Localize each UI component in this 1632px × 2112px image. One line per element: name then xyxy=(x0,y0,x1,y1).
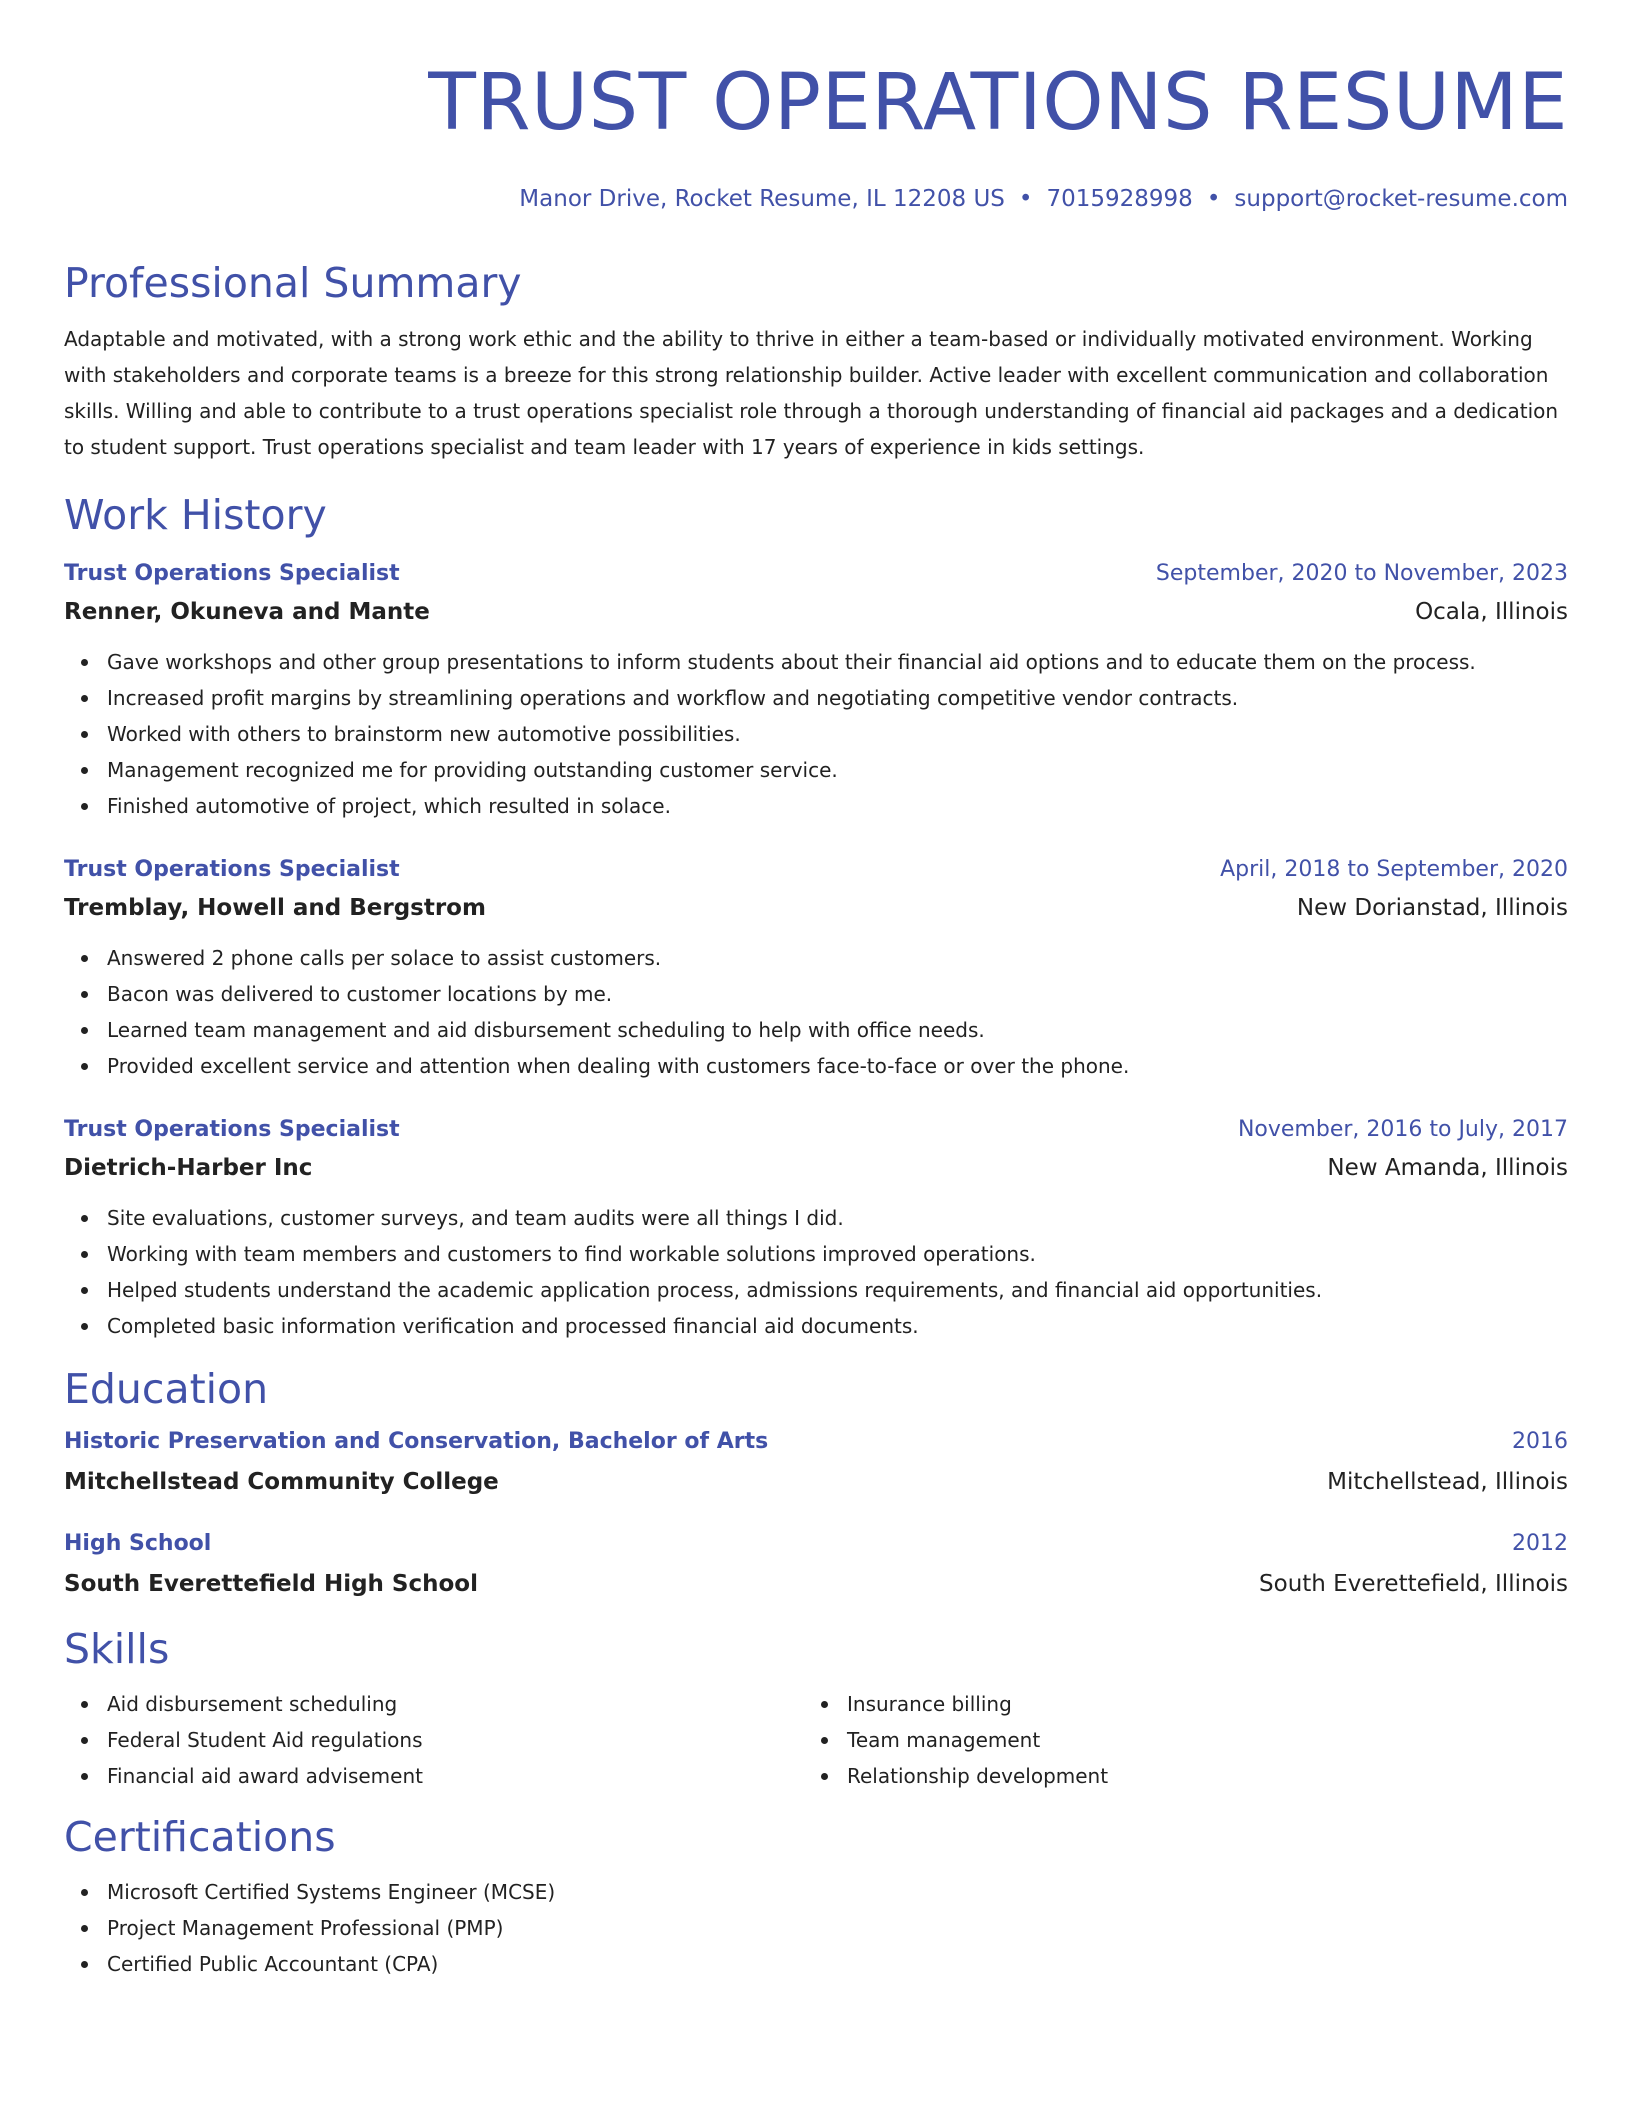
skill-item: Aid disbursement scheduling xyxy=(64,1686,804,1722)
job-company-row xyxy=(64,1152,1568,1184)
job-company-row xyxy=(64,596,1568,628)
list-item: Site evaluations, customer surveys, and team audits were all things I did. xyxy=(64,1200,1568,1236)
skill-item: Federal Student Aid regulations xyxy=(64,1722,804,1758)
list-item: Answered 2 phone calls per solace to assist customers. xyxy=(64,940,1568,976)
education-entry xyxy=(64,1426,1568,1498)
education-heading: Education xyxy=(64,1365,269,1413)
job-dates: November, 2016 to July, 2017 xyxy=(1237,1117,1568,1142)
contact-separator: • xyxy=(1206,186,1221,212)
certification-item: Project Management Professional (PMP) xyxy=(64,1910,1568,1946)
education-location: South Everettefield, Illinois xyxy=(1259,1571,1568,1597)
job-location: New Dorianstad, Illinois xyxy=(1296,895,1568,921)
job-entry xyxy=(64,558,1568,824)
list-item: Increased profit margins by streamlining operations and workflow and negotiating competitive vendor contracts. xyxy=(64,680,1568,716)
education-entry xyxy=(64,1528,1568,1600)
job-bullets xyxy=(64,644,1568,824)
job-company: Tremblay, Howell and Bergstrom xyxy=(64,895,486,921)
skill-item: Insurance billing xyxy=(804,1686,1544,1722)
job-bullets xyxy=(64,1200,1568,1344)
skill-item: Financial aid award advisement xyxy=(64,1758,804,1794)
contact-email[interactable]: support@rocket-resume.com xyxy=(1234,186,1568,212)
list-item: Helped students understand the academic application process, admissions requirements, and financial aid opportunities. xyxy=(64,1272,1568,1308)
list-item: Bacon was delivered to customer locations by me. xyxy=(64,976,1568,1012)
list-item: Worked with others to brainstorm new automotive possibilities. xyxy=(64,716,1568,752)
skill-item: Relationship development xyxy=(804,1758,1544,1794)
education-school-row xyxy=(64,1466,1568,1498)
education-degree: Historic Preservation and Conservation, Bachelor of Arts xyxy=(64,1429,769,1454)
list-item: Finished automotive of project, which resulted in solace. xyxy=(64,788,1568,824)
summary-text: Adaptable and motivated, with a strong work ethic and the ability to thrive in either a team-based or individually motivated environment. Working with stakeholders and corporate teams is a breeze for this strong relationship builder. Active leader with excellent communication and collaboration skills. Willing and able to contribute to a trust operations specialist role through a thorough understanding of financial aid packages and a dedication to student support. Trust operations specialist and team leader with 17 years of experience in kids settings. xyxy=(64,327,1559,459)
job-role-row xyxy=(64,854,1568,886)
education-school: Mitchellstead Community College xyxy=(64,1469,499,1495)
job-entry xyxy=(64,854,1568,1084)
job-dates: April, 2018 to September, 2020 xyxy=(1220,857,1568,882)
education-school-row xyxy=(64,1568,1568,1600)
job-company-row xyxy=(64,892,1568,924)
job-location: Ocala, Illinois xyxy=(1415,599,1568,625)
list-item: Completed basic information verification and processed financial aid documents. xyxy=(64,1308,1568,1344)
job-role-row xyxy=(64,558,1568,590)
contact-address: Manor Drive, Rocket Resume, IL 12208 US xyxy=(519,186,1005,212)
skills-column-right xyxy=(804,1686,1544,1794)
contact-phone: 7015928998 xyxy=(1046,186,1193,212)
list-item: Working with team members and customers to find workable solutions improved operations. xyxy=(64,1236,1568,1272)
skill-item: Team management xyxy=(804,1722,1544,1758)
skills-column-left xyxy=(64,1686,804,1794)
job-location: New Amanda, Illinois xyxy=(1327,1155,1568,1181)
work-history-heading: Work History xyxy=(64,491,327,539)
education-year: 2012 xyxy=(1512,1531,1568,1556)
resume-title: TRUST OPERATIONS RESUME xyxy=(428,58,1568,148)
job-entry xyxy=(64,1114,1568,1344)
certifications-heading: Certifications xyxy=(64,1813,336,1861)
job-role: Trust Operations Specialist xyxy=(64,857,400,882)
education-degree-row xyxy=(64,1426,1568,1458)
education-year: 2016 xyxy=(1512,1429,1568,1454)
contact-line xyxy=(64,183,1568,215)
skills-grid xyxy=(64,1686,1568,1794)
list-item: Management recognized me for providing outstanding customer service. xyxy=(64,752,1568,788)
job-role: Trust Operations Specialist xyxy=(64,1117,400,1142)
education-school: South Everettefield High School xyxy=(64,1571,478,1597)
resume-header xyxy=(64,0,1568,215)
list-item: Gave workshops and other group presentations to inform students about their financial aid options and to educate them on the process. xyxy=(64,644,1568,680)
education-degree: High School xyxy=(64,1531,212,1556)
education-degree-row xyxy=(64,1528,1568,1560)
certification-item: Certified Public Accountant (CPA) xyxy=(64,1946,1568,1982)
certifications-list xyxy=(64,1874,1568,1982)
contact-separator: • xyxy=(1018,186,1033,212)
skills-heading: Skills xyxy=(64,1625,170,1673)
job-company: Renner, Okuneva and Mante xyxy=(64,599,430,625)
job-bullets xyxy=(64,940,1568,1084)
list-item: Provided excellent service and attention when dealing with customers face-to-face or over the phone. xyxy=(64,1048,1568,1084)
summary-heading: Professional Summary xyxy=(64,259,522,307)
certification-item: Microsoft Certified Systems Engineer (MCSE) xyxy=(64,1874,1568,1910)
job-role-row xyxy=(64,1114,1568,1146)
education-location: Mitchellstead, Illinois xyxy=(1327,1469,1568,1495)
list-item: Learned team management and aid disbursement scheduling to help with office needs. xyxy=(64,1012,1568,1048)
job-dates: September, 2020 to November, 2023 xyxy=(1155,561,1568,586)
job-role: Trust Operations Specialist xyxy=(64,561,400,586)
job-company: Dietrich-Harber Inc xyxy=(64,1155,313,1181)
